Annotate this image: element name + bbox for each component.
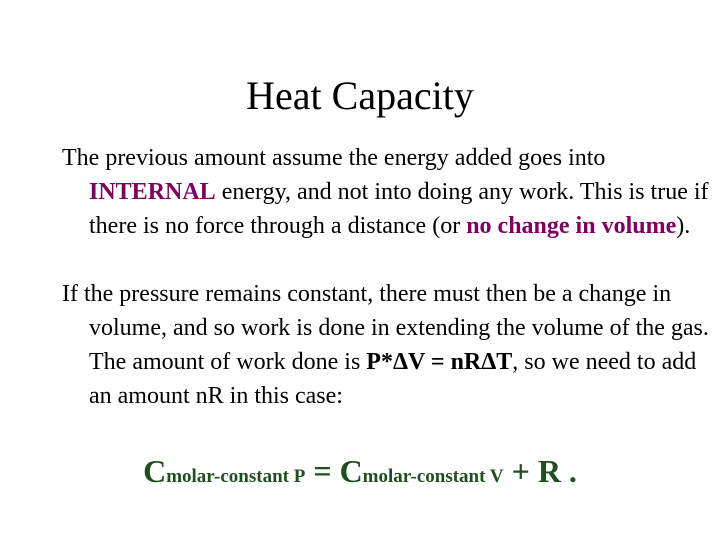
formula-sub-p: molar-constant P — [166, 466, 306, 487]
para1-text-3: ). — [676, 213, 691, 239]
slide-title: Heat Capacity — [246, 73, 474, 118]
formula-equals: = — [305, 453, 340, 489]
formula-period: . — [560, 453, 577, 489]
para1-text-1: The previous amount assume the energy added goes into — [62, 145, 606, 171]
work-equation: P*ΔV = nRΔT — [366, 349, 513, 375]
paragraph-constant-pressure — [62, 277, 719, 413]
para1-text-2: energy, and not into doing any work. This is true if there is no force through a distance (or — [89, 179, 709, 239]
internal-highlight: INTERNAL — [89, 179, 216, 205]
formula-sub-v: molar-constant V — [362, 466, 504, 487]
heat-capacity-formula — [0, 451, 720, 497]
formula-r: R — [537, 453, 561, 489]
para2-text-2: , so we need to add an amount n — [89, 349, 697, 409]
no-change-in-volume-highlight: no change in volume — [466, 213, 677, 239]
formula-c-p: C — [143, 453, 167, 489]
para2-r: R — [207, 383, 224, 409]
formula-plus: + — [503, 453, 538, 489]
para2-text-1: If the pressure remains constant, there must then be a change in volume, and so work is done in extending the volume of the gas. The amount of work done is — [62, 281, 709, 375]
formula-c-v: C — [339, 453, 363, 489]
paragraph-internal-energy — [62, 141, 719, 243]
para2-text-3: in this case: — [223, 383, 343, 409]
